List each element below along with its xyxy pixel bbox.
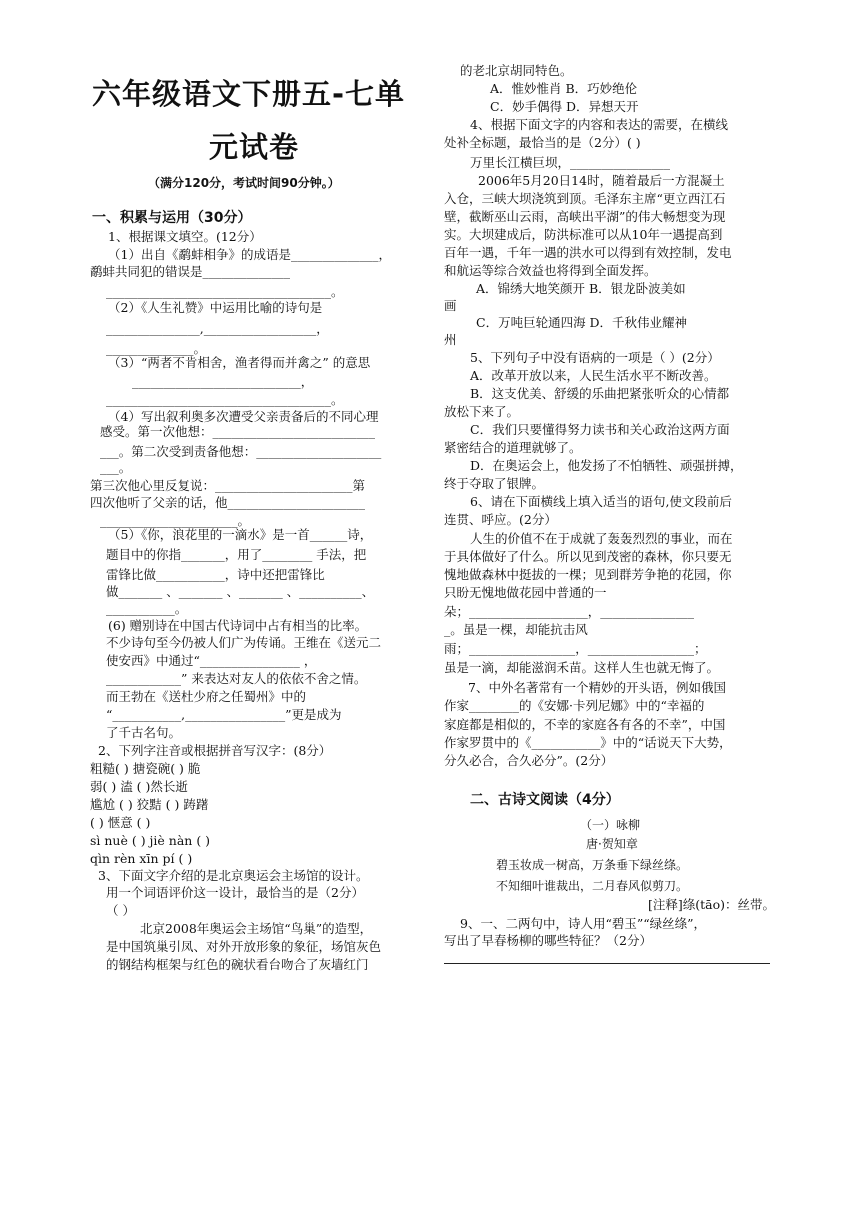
- right-question-line: 的老北京胡同特色。: [460, 63, 573, 78]
- right-question-line: 虽是一滴，却能滋润禾苗。这样人生也就无悔了。: [444, 660, 720, 675]
- left-question-line: ___。: [100, 460, 132, 475]
- left-question-line: 2、下列字注音或根据拼音写汉字：(8分）: [98, 743, 332, 758]
- left-question-line: 弱( ) 溘 ( )然长逝: [90, 779, 188, 794]
- right-question-line: 朵；___________________，_______________: [444, 604, 695, 619]
- left-question-line: 是中国筑巢引凤、对外开放形象的象征，场馆灰色: [106, 939, 382, 954]
- right-question-line: 7、中外名著常有一个精妙的开头语，例如俄国: [468, 680, 726, 695]
- right-question-line: 作家________的《安娜·卡列尼娜》中的“幸福的: [444, 698, 705, 713]
- left-question-line: （5）《你，浪花里的一滴水》是一首______诗，: [108, 527, 373, 542]
- right-question-line: 万里长江横巨坝，________________: [470, 155, 671, 170]
- page-title-line1: 六年级语文下册五-七单: [92, 77, 406, 111]
- left-question-line: 用一个词语评价这一设计，最恰当的是（2分）: [106, 885, 364, 900]
- answer-line: [444, 963, 770, 964]
- right-question-line: C．万吨巨轮通四海 D．千秋伟业耀神: [476, 315, 688, 330]
- poem-title: （一）咏柳: [580, 818, 641, 832]
- right-question-line: 6、请在下面横线上填入适当的语句,使文段前后: [470, 494, 732, 509]
- left-question-line: 题目中的你指_______，用了________ 手法，把: [106, 547, 367, 562]
- left-question-line: ____________________________________。: [106, 284, 344, 299]
- right-question-line: 只盼无愧地做花园中普通的一: [444, 585, 607, 600]
- left-question-line: qìn rèn xīn pí ( ): [90, 851, 193, 866]
- right-question-line: A．改革开放以来，人民生活水平不断改善。: [470, 368, 717, 383]
- left-question-line: ___________________________，: [132, 374, 314, 389]
- left-question-line: 四次他听了父亲的话，他______________________: [90, 495, 366, 510]
- right-question-line: 紧密结合的道理就够了。: [444, 440, 582, 455]
- right-question-line: 和航运等综合效益也将得到全面发挥。: [444, 263, 657, 278]
- right-question-line: 入仓，三峡大坝浇筑到顶。毛泽东主席“更立西江石: [444, 191, 726, 206]
- left-question-line: “___________,________________”更是成为: [106, 707, 342, 722]
- right-question-line: C．我们只要懂得努力读书和关心政治这两方面: [470, 422, 730, 437]
- right-question-line: 4、根据下面文字的内容和表达的需要，在横线: [470, 117, 728, 132]
- right-question-line: 作家罗贯中的《___________》中的“话说天下大势，: [444, 735, 732, 750]
- left-question-line: ___。第二次受到责备他想：____________________: [100, 444, 382, 459]
- left-question-line: ______________________。: [100, 513, 251, 528]
- right-question-line: 于具体做好了什么。所以见到茂密的森林，你只要无: [444, 549, 732, 564]
- right-question-line: 5、下列句子中没有语病的一项是（ ）(2分）: [470, 350, 720, 365]
- left-question-line: ___________。: [106, 601, 188, 616]
- right-question-line: 2006年5月20日14时，随着最后一方混凝土: [478, 173, 725, 188]
- left-question-line: 了千古名句。: [106, 725, 182, 740]
- section2-heading: 二、古诗文阅读（4分）: [470, 792, 620, 808]
- left-question-line: （ ）: [106, 903, 135, 918]
- right-question-line: A．惟妙惟肖 B．巧妙绝伦: [490, 81, 638, 96]
- left-question-line: sì nuè ( ) jiè nàn ( ): [90, 833, 211, 848]
- left-question-line: 1、根据课文填空。(12分）: [108, 229, 262, 244]
- poem-author: 唐·贺知章: [586, 837, 638, 851]
- left-question-line: （4）写出叙利奥多次遭受父亲责备后的不同心理: [108, 409, 379, 424]
- question9-line1: 9、一、二两句中，诗人用“碧玉”“绿丝绦”，: [460, 916, 707, 931]
- right-question-line: 愧地做森林中挺拔的一棵；见到群芳争艳的花园，你: [444, 567, 732, 582]
- left-question-line: （1）出自《鹬蚌相争》的成语是______________，: [108, 247, 391, 262]
- left-question-line: 雷锋比做___________，诗中还把雷锋比: [106, 567, 325, 582]
- right-question-line: 百年一遇，千年一遇的洪水可以得到有效控制，发电: [444, 245, 732, 260]
- left-question-line: 鹬蚌共同犯的错误是______________: [90, 264, 291, 279]
- right-question-line: 实。大坝建成后，防洪标准可以从10年一遇提高到: [444, 227, 723, 242]
- right-question-line: 终于夺取了银牌。: [444, 476, 545, 491]
- left-question-line: 第三次他心里反复说：______________________第: [90, 478, 366, 493]
- left-question-line: ____________” 来表达对友人的依依不舍之情。: [106, 671, 367, 686]
- right-question-line: C．妙手偶得 D．异想天开: [490, 99, 639, 114]
- right-question-line: A．锦绣大地笑颜开 B．银龙卧波美如: [476, 281, 686, 296]
- right-question-line: 分久必合，合久必分”。(2分）: [444, 753, 614, 768]
- right-question-line: 放松下来了。: [444, 404, 520, 419]
- right-question-line: 处补全标题，最恰当的是（2分）( ): [444, 135, 641, 150]
- right-question-line: B．这支优美、舒缓的乐曲把紧张听众的心情都: [470, 386, 730, 401]
- exam-subtitle: （满分120分，考试时间90分钟。）: [148, 176, 340, 190]
- right-question-line: _。虽是一棵，却能抗击风: [444, 622, 588, 637]
- section1-heading: 一、积累与运用（30分）: [92, 210, 252, 226]
- left-question-line: （3）“两者不肯相舍，渔者得而并禽之” 的意思: [108, 355, 371, 370]
- right-question-line: 壁，截断巫山云雨，高峡出平湖”的伟大畅想变为现: [444, 209, 726, 224]
- right-question-line: D．在奥运会上，他发扬了不怕牺牲、顽强拼搏，: [470, 458, 743, 473]
- left-question-line: 的钢结构框架与红色的碗状看台吻合了灰墙红门: [106, 957, 369, 972]
- left-question-line: 感受。第一次他想：__________________________: [100, 424, 376, 439]
- left-question-line: 而王勃在《送杜少府之任蜀州》中的: [106, 689, 307, 704]
- question9-line2: 写出了早春杨柳的哪些特征？（2分）: [444, 933, 652, 948]
- left-question-line: 做_______ 、_______ 、_______ 、__________、: [106, 584, 375, 599]
- left-question-line: 使安西》中通过“________________ ，: [106, 653, 317, 668]
- right-question-line: 家庭都是相似的，不幸的家庭各有各的不幸”，中国: [444, 717, 726, 732]
- left-question-line: ____________________________________。: [106, 392, 344, 407]
- poem-line1: 碧玉妆成一树高，万条垂下绿丝绦。: [496, 858, 689, 872]
- left-question-line: 尴尬 ( ) 狡黠 ( ) 踌躇: [90, 797, 209, 812]
- left-question-line: _______________,__________________，: [106, 321, 329, 336]
- left-question-line: 北京2008年奥运会主场馆“鸟巢”的造型，: [140, 921, 373, 936]
- right-question-line: 连贯、呼应。(2分）: [444, 512, 557, 527]
- right-question-line: 画: [444, 298, 457, 313]
- poem-line2: 不知细叶谁裁出，二月春风似剪刀。: [496, 879, 689, 893]
- right-question-line: 人生的价值不在于成就了轰轰烈烈的事业，而在: [470, 531, 733, 546]
- page-title-line2: 元试卷: [209, 130, 300, 164]
- left-question-line: ______________。: [106, 341, 207, 356]
- left-question-line: (6) 赠别诗在中国古代诗词中占有相当的比率。: [108, 618, 368, 633]
- right-question-line: 州: [444, 332, 457, 347]
- left-question-line: 3、下面文字介绍的是北京奥运会主场馆的设计。: [98, 868, 369, 883]
- left-question-line: 粗糙( ) 搪瓷碗( ) 脆: [90, 761, 201, 776]
- right-question-line: 雨；_________________，_________________；: [444, 641, 707, 656]
- left-question-line: （2）《人生礼赞》中运用比喻的诗句是: [108, 300, 323, 315]
- poem-note: [注释]绦(tāo)：丝带。: [648, 897, 776, 912]
- left-question-line: ( ) 惬意 ( ): [90, 815, 151, 830]
- left-question-line: 不少诗句至今仍被人们广为传诵。王维在《送元二: [106, 635, 382, 650]
